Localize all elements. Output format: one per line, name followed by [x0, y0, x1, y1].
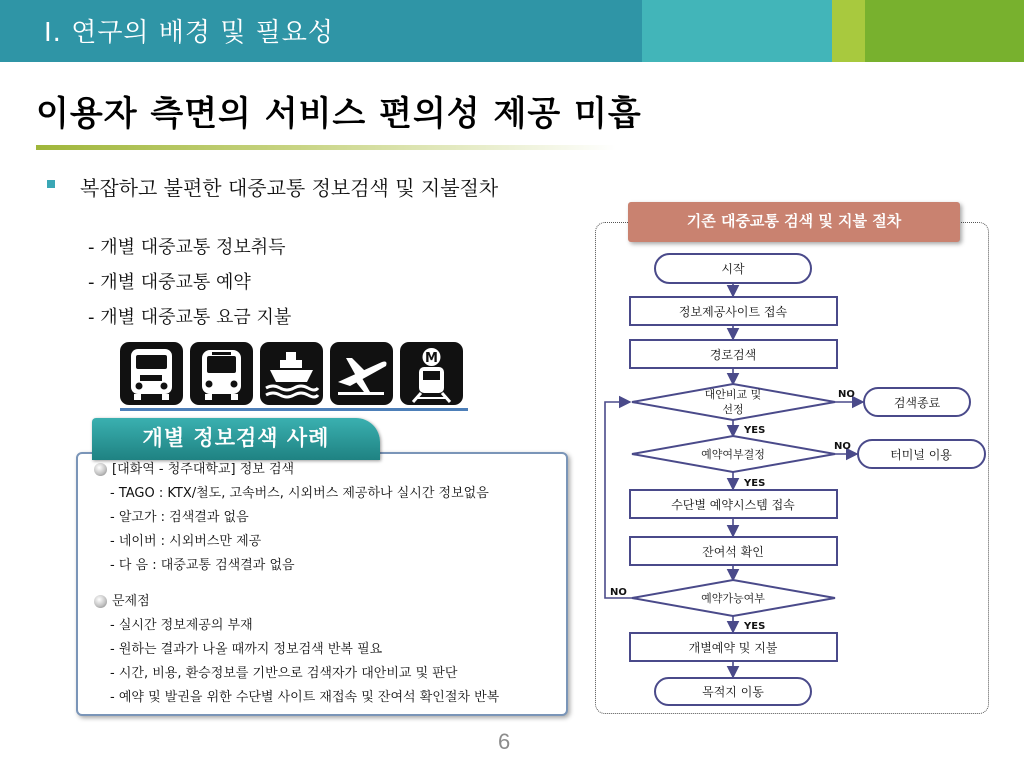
flow-label: 검색종료: [893, 396, 941, 410]
bullet-text: 복잡하고 불편한 대중교통 정보검색 및 지불절차: [80, 176, 499, 200]
metro-letter: M: [425, 351, 438, 366]
flow-label: 예약가능여부: [701, 592, 765, 605]
flow-label: 예약여부결정: [701, 448, 765, 461]
flow-label: 시작: [721, 262, 745, 276]
list-item: - 네이버 : 시외버스만 제공: [110, 534, 262, 549]
sub-item: - 개별 대중교통 예약: [88, 272, 251, 293]
flow-label: 수단별 예약시스템 접속: [671, 498, 795, 512]
sub-item: - 개별 대중교통 요금 지불: [88, 307, 292, 328]
flow-label: 경로검색: [709, 348, 757, 362]
flow-label: 목적지 이동: [702, 685, 764, 699]
sub-item: - 개별 대중교통 정보취득: [88, 237, 286, 258]
list-item: - 다 음 : 대중교통 검색결과 없음: [110, 558, 295, 573]
flow-yes-label: YES: [744, 425, 766, 436]
flow-label: 잔여석 확인: [702, 545, 764, 559]
flowchart-title: 기존 대중교통 검색 및 지불 절차: [628, 202, 960, 242]
flow-label: 대안비교 및: [704, 388, 762, 401]
list-item: - 예약 및 발권을 위한 수단별 사이트 재접속 및 잔여석 확인절차 반복: [110, 690, 500, 705]
page-number: 6: [498, 729, 511, 754]
list-item: - 시간, 비용, 환승정보를 기반으로 검색자가 대안비교 및 판단: [110, 666, 458, 681]
flow-no-label: NO: [610, 587, 627, 598]
flow-yes-label: YES: [744, 621, 766, 632]
example-tab: 개별 정보검색 사례: [92, 418, 380, 460]
list-item: - TAGO : KTX/철도, 고속버스, 시외버스 제공하나 실시간 정보없음: [110, 486, 489, 501]
section-title: Ⅰ. 연구의 배경 및 필요성: [44, 18, 335, 48]
list-item: - 알고가 : 검색결과 없음: [110, 510, 249, 525]
flow-label: 선정: [722, 403, 744, 416]
list-item: - 실시간 정보제공의 부재: [110, 618, 253, 633]
flow-label: 개별예약 및 지불: [688, 641, 778, 655]
section-head: 문제점: [112, 594, 150, 609]
flow-label: 정보제공사이트 접속: [678, 305, 788, 319]
section-head: [대화역 - 청주대학교] 정보 검색: [112, 462, 295, 477]
flow-no-label: NO: [834, 441, 851, 452]
flow-no-label: NO: [838, 389, 855, 400]
flow-label: 터미널 이용: [890, 448, 952, 462]
flow-yes-label: YES: [744, 478, 766, 489]
list-item: - 원하는 결과가 나올 때까지 정보검색 반복 필요: [110, 642, 383, 657]
page-title: 이용자 측면의 서비스 편의성 제공 미흡: [36, 94, 642, 134]
